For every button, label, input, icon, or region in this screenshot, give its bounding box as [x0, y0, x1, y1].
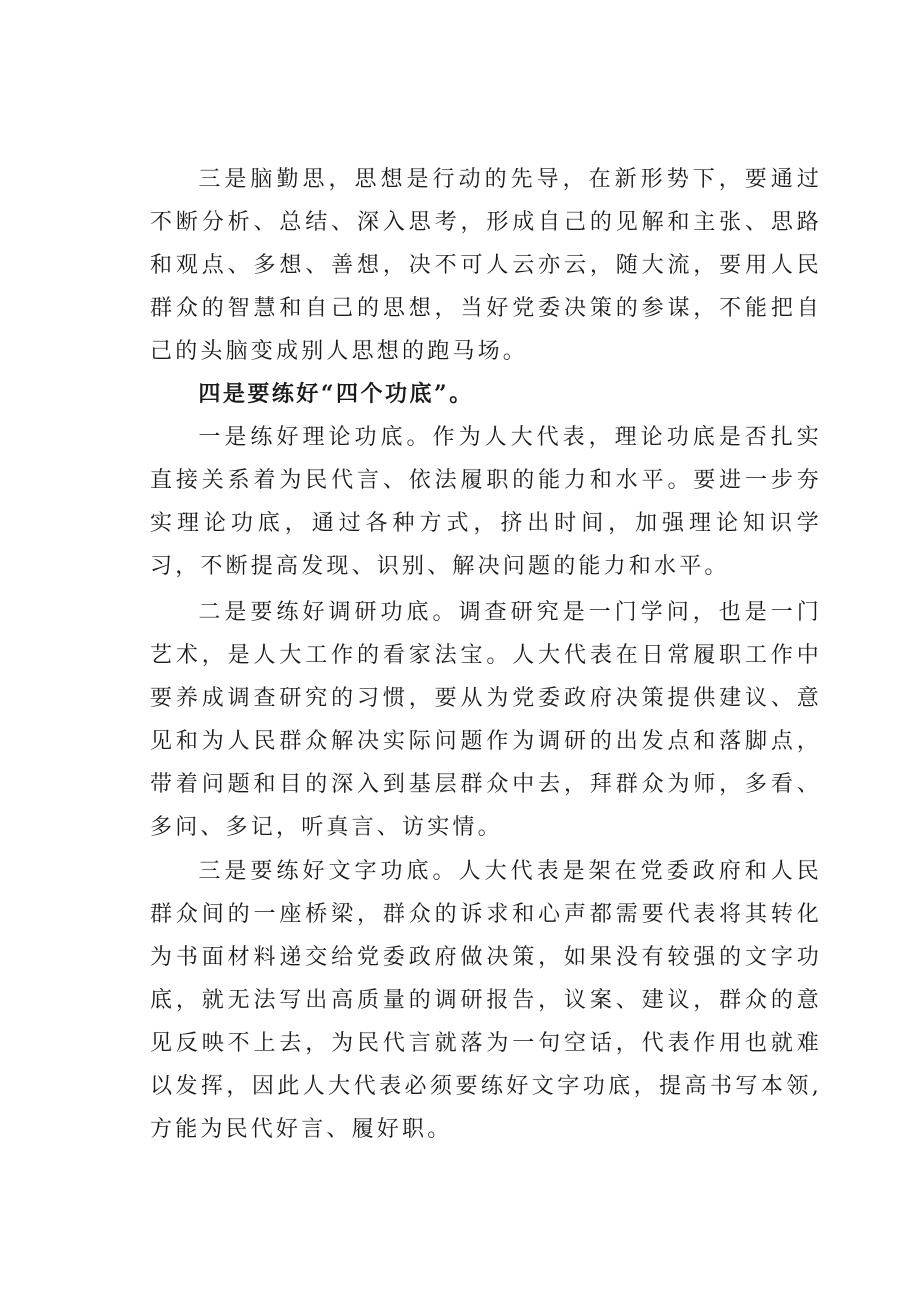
section-heading-four-foundations: 四是要练好“四个功底”。 — [198, 381, 474, 407]
paragraph-writing-foundation: 三是要练好文字功底。人大代表是架在党委政府和人民群众间的一座桥梁，群众的诉求和心声都需要代表将其转化为书面材料递交给党委政府做决策，如果没有较强的文字功底，就无法写出高质量的调研报告，议案、建议，群众的意见反映不上去，为民代言就落为一句空话，代表作用也就难以发挥，因此人大代表必须要练好文字功底，提高书写本领,方能为民代好言、履好职。 — [150, 859, 822, 1142]
paragraph-research-foundation: 二是要练好调研功底。调查研究是一门学问，也是一门艺术，是人大工作的看家法宝。人大代表在日常履职工作中要养成调查研究的习惯，要从为党委政府决策提供建议、意见和为人民群众解决实际问题作为调研的出发点和落脚点，带着问题和目的深入到基层群众中去，拜群众为师，多看、多问、多记，听真言、访实情。 — [150, 600, 822, 840]
paragraph-brain-thinking: 三是脑勤思，思想是行动的先导，在新形势下，要通过不断分析、总结、深入思考，形成自己的见解和主张、思路和观点、多想、善想，决不可人云亦云，随大流，要用人民群众的智慧和自己的思想，当好党委决策的参谋，不能把自己的头脑变成别人思想的跑马场。 — [150, 167, 822, 364]
paragraph-theory-foundation: 一是练好理论功底。作为人大代表，理论功底是否扎实直接关系着为民代言、依法履职的能力和水平。要进一步夯实理论功底，通过各种方式，挤出时间，加强理论知识学习，不断提高发现、识别、解决问题的能力和水平。 — [150, 425, 822, 579]
